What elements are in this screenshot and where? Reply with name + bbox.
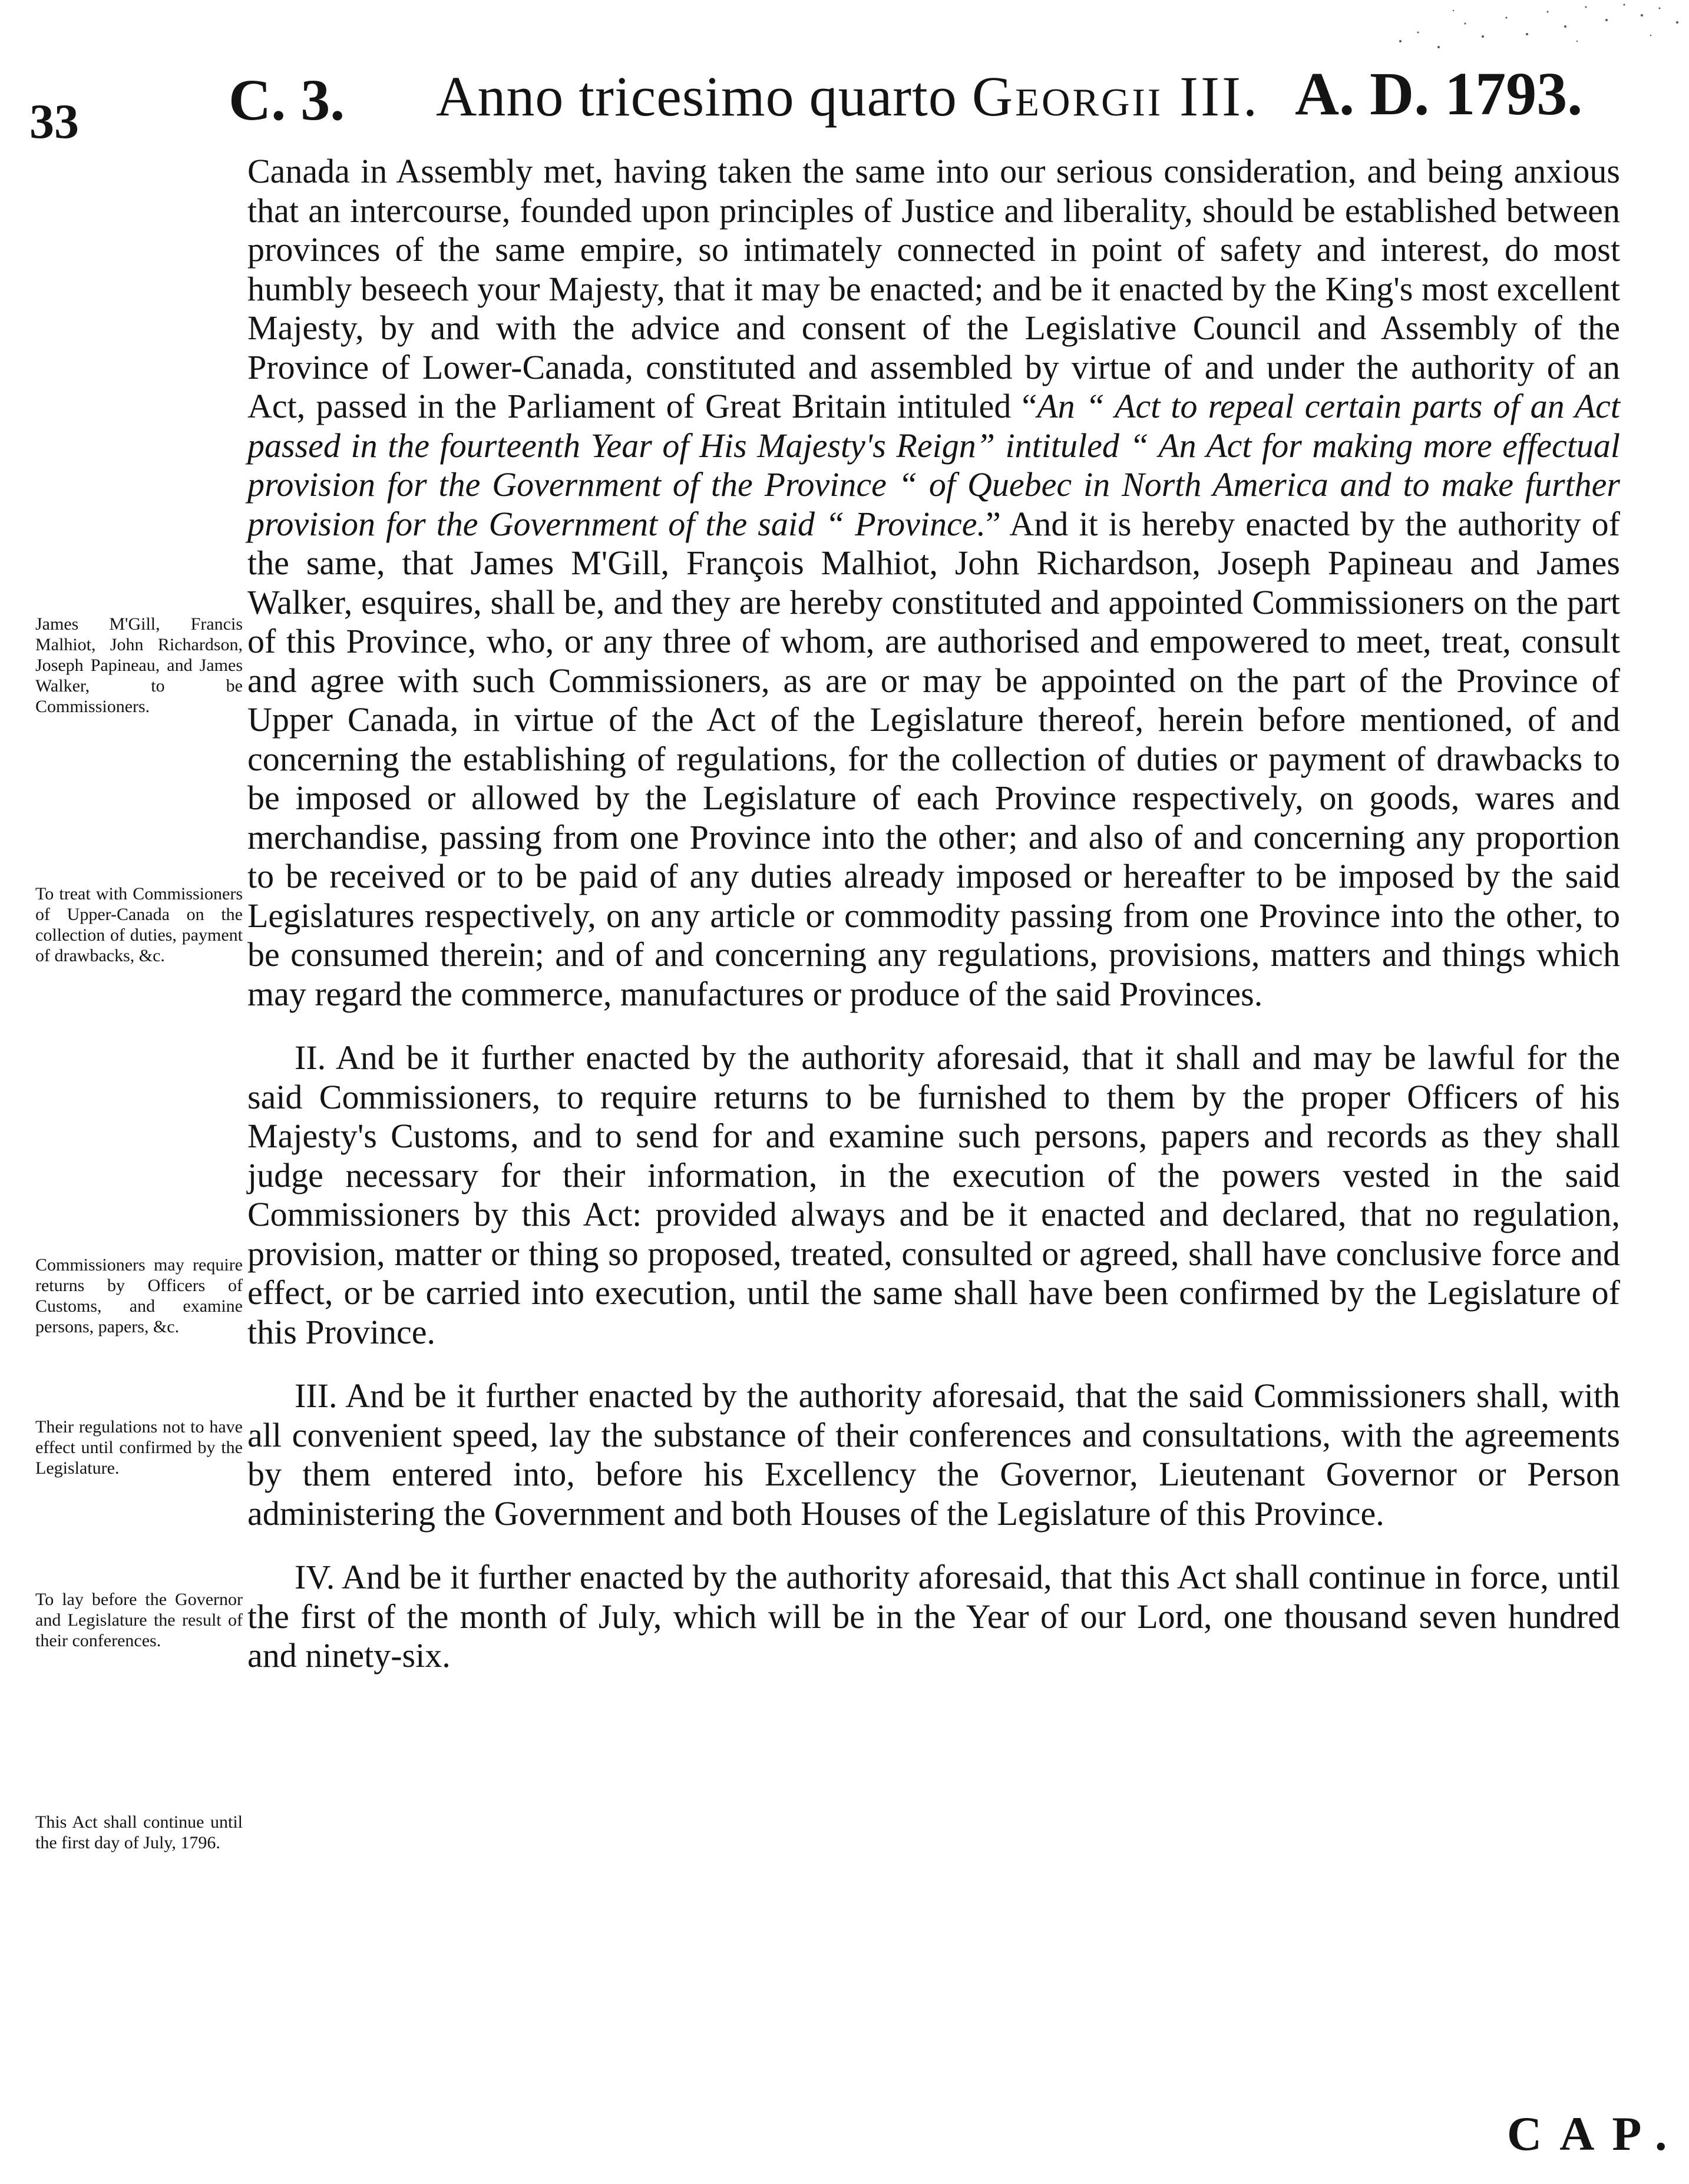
catchword: CAP. — [1507, 2107, 1685, 2160]
paragraph-4: IV. And be it further enacted by the authority aforesaid, that this Act shall continue in force, until the first of the month of July, which will be in the Year of our Lord, one thousand seven hundred and ninety-six. — [247, 1558, 1620, 1675]
year-heading: A. D. 1793. — [1295, 60, 1583, 128]
scan-speckle — [1383, 0, 1689, 53]
margin-note-treat: To treat with Commissioners of Upper-Canada on the collection of duties, payment of drawbacks, &c. — [35, 884, 243, 965]
title-king: Georgii III. — [971, 65, 1260, 128]
paragraph-1-part-a: Canada in Assembly met, having taken the same into our serious consideration, and being anxious that an intercourse, founded upon principles of Justice and liberality, should be established between provinces of the same empire, so intimately connected in point of safety and interest, do most humbly beseech your Majesty, that it may be enacted; and be it enacted by the King's most excellent Majesty, by and with the advice and consent of the Legislative Council and Assembly of the Province of Lower-Canada, constituted and assembled by virtue of and under the authority of an Act, passed in the Parliament of Great Britain intituled “ — [247, 152, 1620, 425]
margin-note-commissioners: James M'Gill, Francis Malhiot, John Richardson, Joseph Papineau, and James Walker, to be Commissioners. — [35, 614, 243, 716]
title-regnal-year: Anno tricesimo quarto — [436, 65, 957, 128]
act-title-citation: An “ Act to repeal certain parts of an Act passed in the fourteenth Year of His Majesty's Reign” intituled “ An Act for making more effectual provision for the Government of the Province “ of Quebec in North America and to make further provision for the Government of the said “ Province. — [247, 387, 1620, 543]
chapter-number: C. 3. — [229, 67, 345, 133]
statute-body — [247, 152, 1620, 1676]
paragraph-3: III. And be it further enacted by the authority aforesaid, that the said Commissioners shall, with all convenient speed, lay the substance of their conferences and consultations, with the agreements by them entered into, before his Excellency the Governor, Lieutenant Governor or Person administering the Government and both Houses of the Legislature of this Province. — [247, 1376, 1620, 1533]
paragraph-2: II. And be it further enacted by the authority aforesaid, that it shall and may be lawful for the said Commissioners, to require returns to be furnished to them by the proper Officers of his Majesty's Customs, and to send for and examine such persons, papers and records as they shall judge necessary for their information, in the execution of the powers vested in the said Commissioners by this Act: provided always and be it enacted and declared, that no regulation, provision, matter or thing so proposed, treated, consulted or agreed, shall have conclusive force and effect, or be carried into execution, until the same shall have been confirmed by the Legislature of this Province. — [247, 1038, 1620, 1351]
margin-note-returns: Commissioners may require returns by Officers of Customs, and examine persons, papers, &c. — [35, 1255, 243, 1336]
running-title — [436, 64, 1260, 129]
margin-note-lay-before: To lay before the Governor and Legislature the result of their conferences. — [35, 1590, 243, 1650]
page-number: 33 — [29, 94, 79, 149]
margin-note-regulations: Their regulations not to have effect until confirmed by the Legislature. — [35, 1417, 243, 1478]
paragraph-1-part-b: ” And it is hereby enacted by the authority of the same, that James M'Gill, François Malhiot, John Richardson, Joseph Papineau and James Walker, esquires, shall be, and they are hereby constituted and appointed Commissioners on the part of this Province, who, or any three of whom, are authorised and empowered to meet, treat, consult and agree with such Commissioners, as are or may be appointed on the part of the Province of Upper Canada, in virtue of the Act of the Legislature thereof, herein before mentioned, of and concerning the establishing of regulations, for the collection of duties or payment of drawbacks to be imposed or allowed by the Legislature of each Province respectively, on goods, wares and merchandise, passing from one Province into the other; and also of and concerning any proportion to be received or to be paid of any duties already imposed or hereafter to be imposed by the said Legislatures respectively, on any article or commodity passing from one Province into the other, to be consumed therein; and of and concerning any regulations, provisions, matters and things which may regard the commerce, manufactures or produce of the said Provinces. — [247, 504, 1620, 1013]
paragraph-1 — [247, 152, 1620, 1014]
margin-note-continuance: This Act shall continue until the first day of July, 1796. — [35, 1812, 243, 1852]
